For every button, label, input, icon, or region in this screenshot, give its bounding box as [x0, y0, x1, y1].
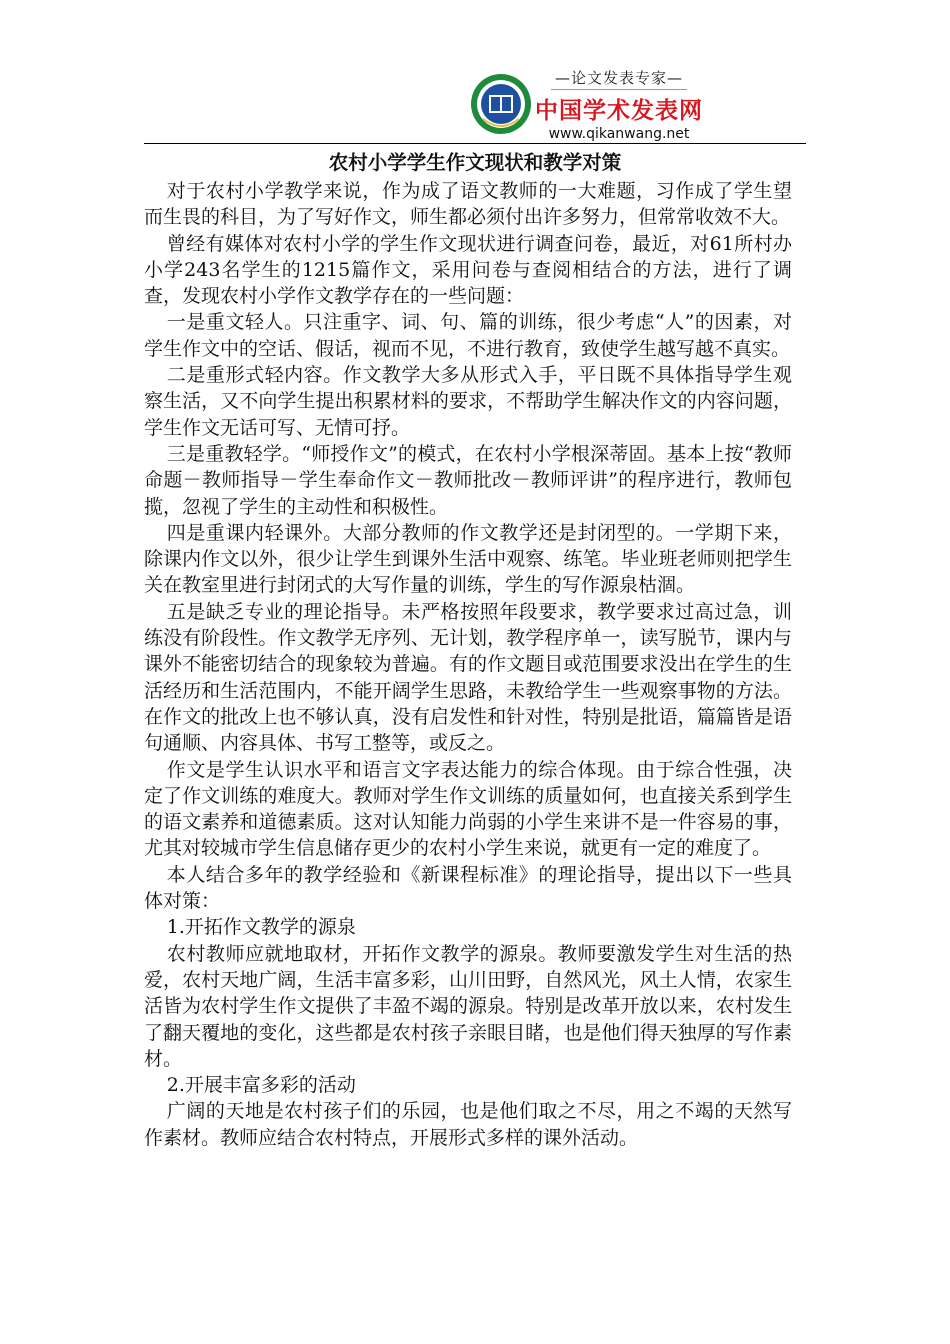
paragraph: 一是重文轻人。只注重字、词、句、篇的训练，很少考虑“人”的因素，对学生作文中的空话、假话，视而不见，不进行教育，致使学生越写越不真实。: [144, 311, 792, 360]
logo-slogan: —论文发表专家—: [551, 67, 687, 90]
seal-logo-icon: [469, 69, 533, 139]
paragraph: 五是缺乏专业的理论指导。未严格按照年段要求，教学要求过高过急，训练没有阶段性。作文教学无序列、无计划，教学程序单一，读写脱节，课内与课外不能密切结合的现象较为普遍。有的作文题目或范围要求没出在学生的生活经历和生活范围内，不能开阔学生思路，未教给学生一些观察事物的方法。在作文的批改上也不够认真，没有启发性和针对性，特别是批语，篇篇皆是语句通顺、内容具体、书写工整等，或反之。: [144, 600, 792, 755]
site-logo: [469, 68, 703, 142]
document-body: [144, 178, 792, 1151]
paragraph: 三是重教轻学。“师授作文”的模式，在农村小学根深蒂固。基本上按“教师命题－教师指导－学生奉命作文－教师批改－教师评讲”的程序进行，教师包揽，忽视了学生的主动性和积极性。: [144, 442, 792, 518]
header-rule: [144, 143, 806, 144]
paragraph: 农村教师应就地取材，开拓作文教学的源泉。教师要激发学生对生活的热爱，农村天地广阔，生活丰富多彩，山川田野，自然风光，风土人情，农家生活皆为农村学生作文提供了丰盈不竭的源泉。特别是改革开放以来，农村发生了翻天覆地的变化，这些都是农村孩子亲眼目睹，也是他们得天独厚的写作素材。: [144, 942, 792, 1070]
section-heading: 1.开拓作文教学的源泉: [166, 916, 356, 939]
logo-brand-name: 中国学术发表网: [535, 97, 703, 124]
document-title: 农村小学学生作文现状和教学对策: [328, 151, 622, 174]
paragraph: 广阔的天地是农村孩子们的乐园，也是他们取之不尽，用之不竭的天然写作素材。教师应结合农村特点，开展形式多样的课外活动。: [144, 1100, 792, 1149]
paragraph: 作文是学生认识水平和语言文字表达能力的综合体现。由于综合性强，决定了作文训练的难度大。教师对学生作文训练的质量如何，也直接关系到学生的语文素养和道德素质。这对认知能力尚弱的小学生来讲不是一件容易的事，尤其对较城市学生信息储存更少的农村小学生来说，就更有一定的难度了。: [144, 758, 792, 860]
paragraph: 本人结合多年的教学经验和《新课程标准》的理论指导，提出以下一些具体对策：: [144, 863, 792, 913]
section-heading: 2.开展丰富多彩的活动: [166, 1074, 356, 1097]
paragraph: 对于农村小学教学来说，作为成了语文教师的一大难题，习作成了学生望而生畏的科目，为了写好作文，师生都必须付出许多努力，但常常收效不大。: [144, 180, 792, 229]
logo-url: www.qikanwang.net: [548, 125, 690, 142]
paragraph: 曾经有媒体对农村小学的学生作文现状进行调查问卷，最近，对61所村办小学243名学生的1215篇作文，采用问卷与查阅相结合的方法，进行了调查，发现农村小学作文教学存在的一些问题：: [144, 232, 792, 308]
paragraph: 四是重课内轻课外。大部分教师的作文教学还是封闭型的。一学期下来，除课内作文以外，很少让学生到课外生活中观察、练笔。毕业班老师则把学生关在教室里进行封闭式的大写作量的训练，学生的写作源泉枯涸。: [144, 521, 792, 597]
paragraph: 二是重形式轻内容。作文教学大多从形式入手，平日既不具体指导学生观察生活，又不向学生提出积累材料的要求，不帮助学生解决作文的内容问题，学生作文无话可写、无情可抒。: [144, 364, 792, 439]
